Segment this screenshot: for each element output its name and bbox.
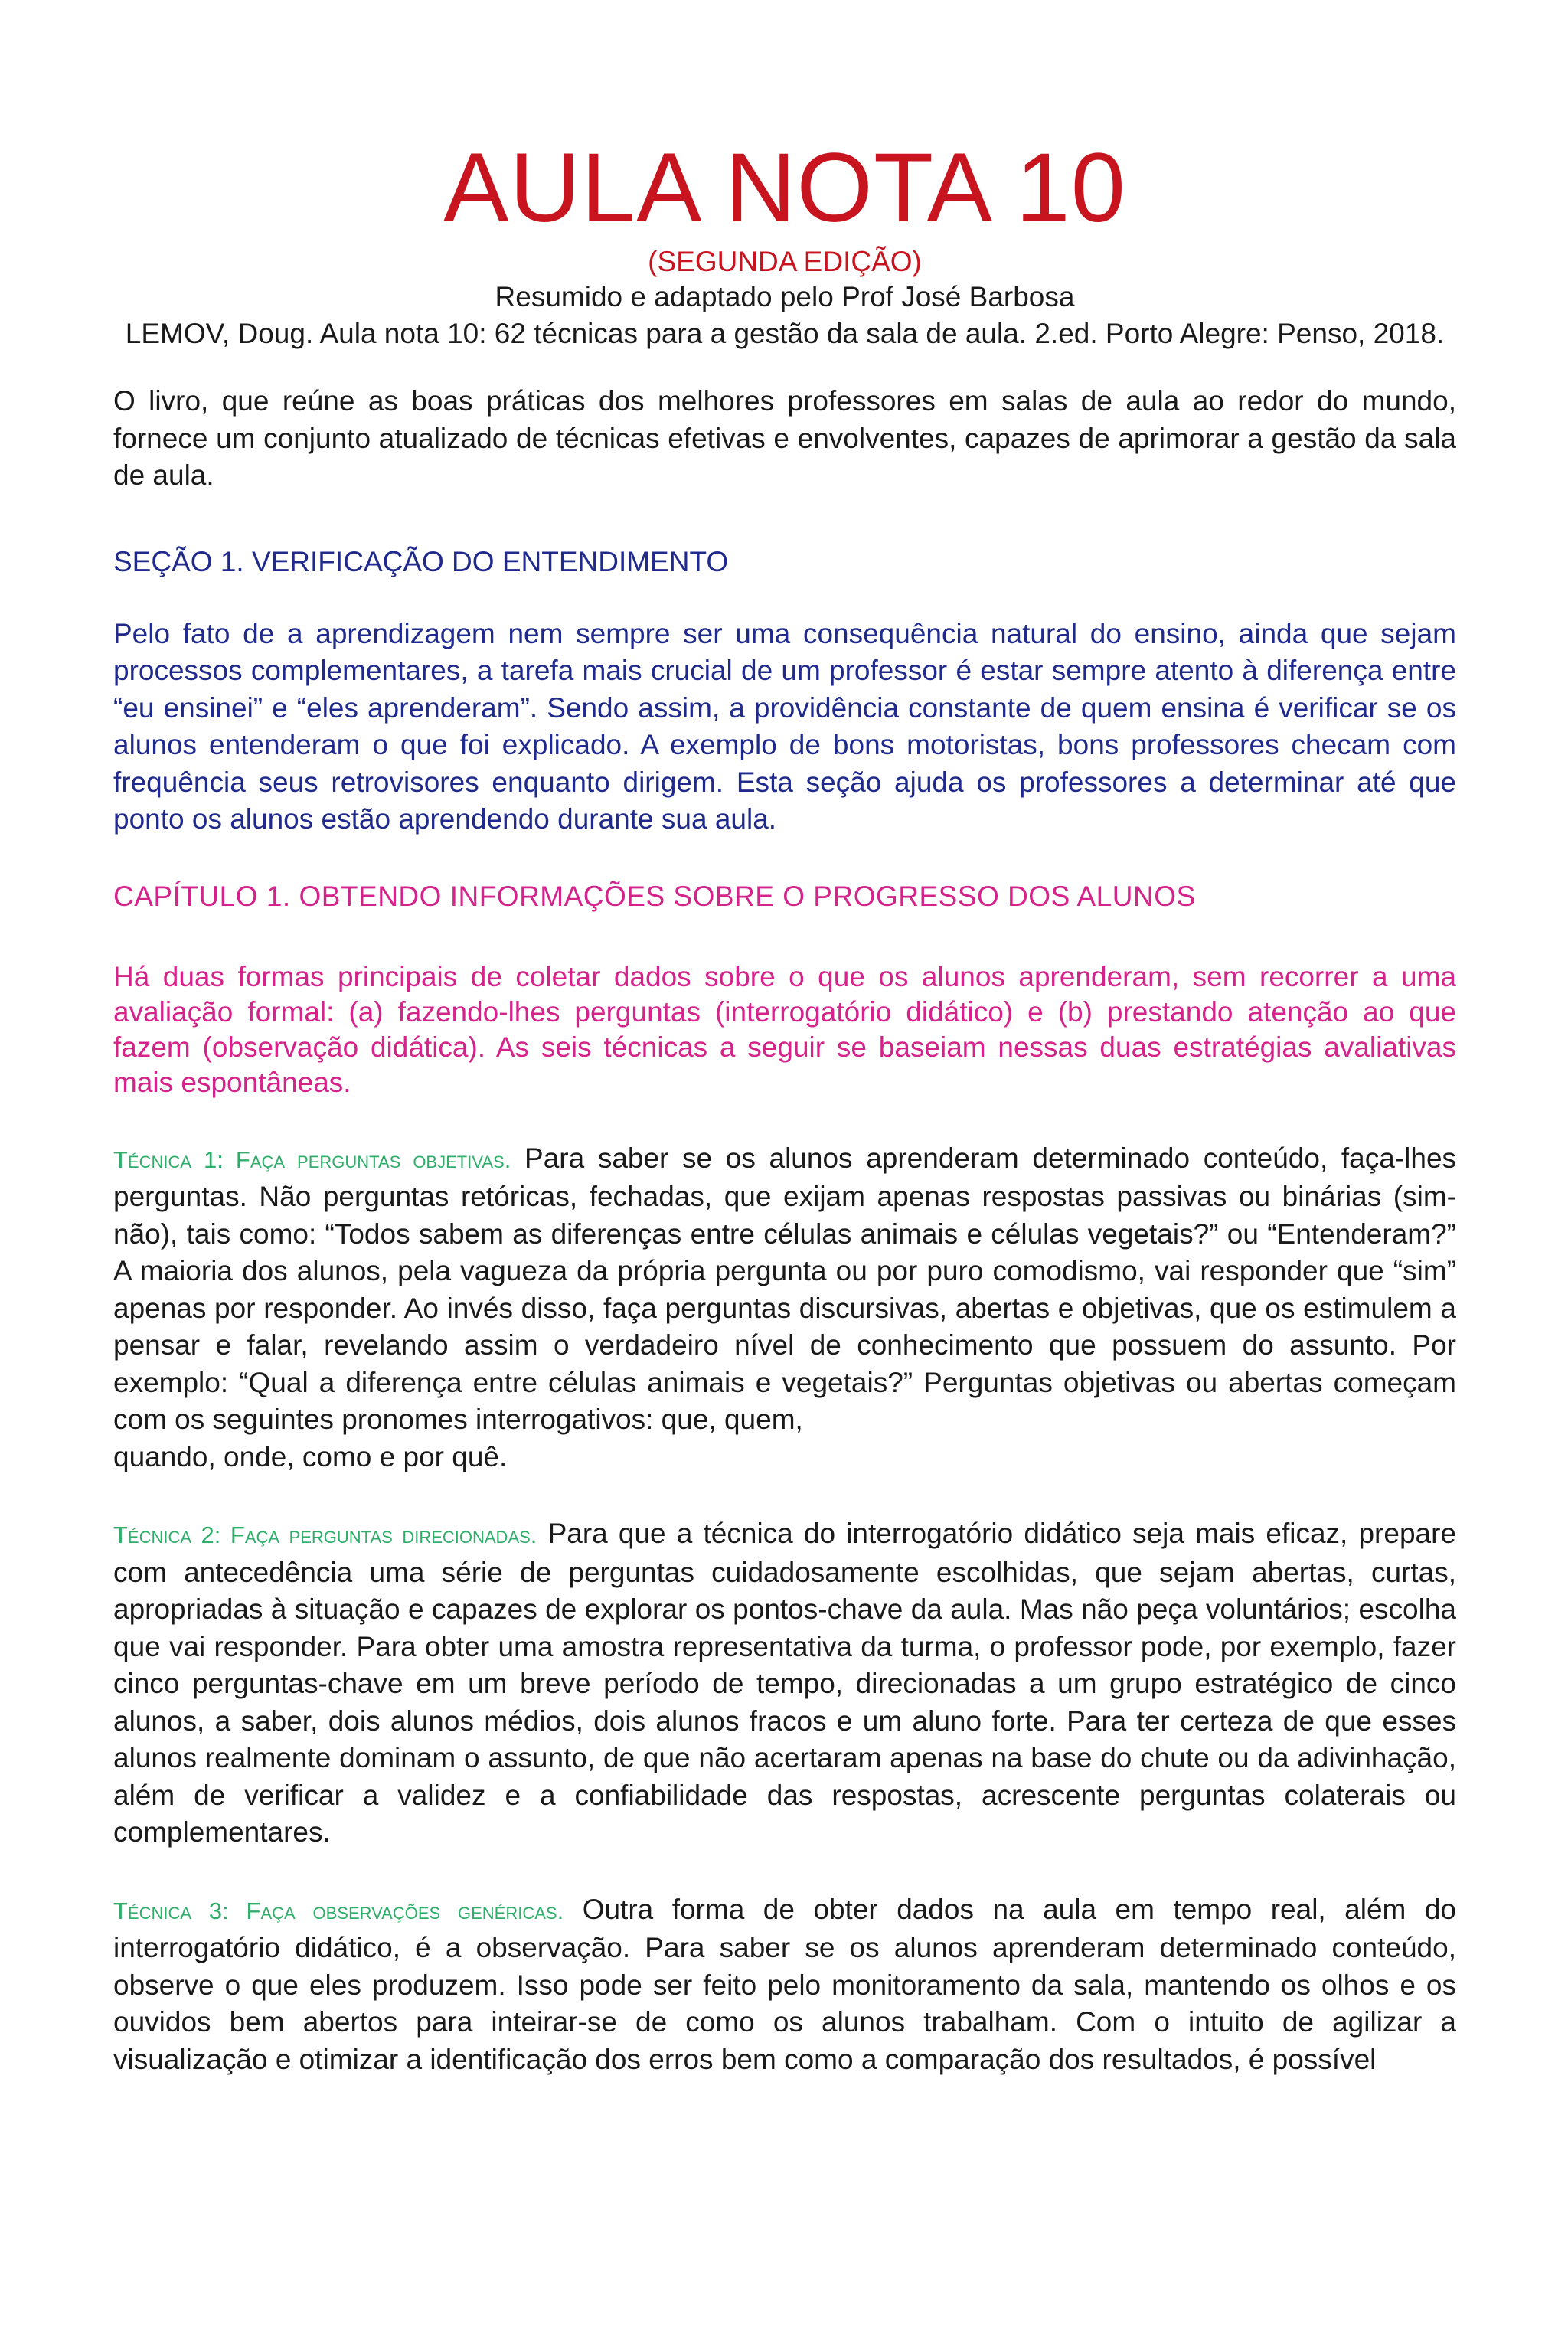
chapter-paragraph: Há duas formas principais de coletar dados sobre o que os alunos aprenderam, sem recorrer a uma avaliação formal: (a) fazendo-lhes perguntas (interrogatório didático) e (b) prestando atenção ao que fazem (observação didática). As seis técnicas a seguir se baseiam nessas duas estratégias avaliativas mais espontâneas. [113, 960, 1456, 1098]
document-page [0, 135, 1568, 2350]
technique-1-label: Técnica 1: Faça perguntas objetivas. [113, 1146, 511, 1173]
technique-3-text: Outra forma de obter dados na aula em tempo real, além do interrogatório didático, é a observação. Para saber se os alunos aprenderam determinado conteúdo, observe o que eles produzem. Isso pode ser feito pelo monitoramento da sala, mantendo os olhos e os ouvidos bem abertos para inteirar-se de como os alunos trabalham. Com o intuito de agilizar a visualização e otimizar a identificação dos erros bem como a comparação dos resultados, é possível [113, 1893, 1456, 2075]
technique-3-paragraph [113, 1891, 1456, 2079]
chapter-heading: CAPÍTULO 1. OBTENDO INFORMAÇÕES SOBRE O PROGRESSO DOS ALUNOS [113, 880, 1196, 912]
technique-1-text: Para saber se os alunos aprenderam determinado conteúdo, faça-lhes perguntas. Não perguntas retóricas, fechadas, que exijam apenas respostas passivas ou binárias (sim-não), tais como: “Todos sabem as diferenças entre células animais e células vegetais?” ou “Entenderam?” A maioria dos alunos, pela vagueza da própria pergunta ou por puro comodismo, vai responder que “sim” apenas por responder. Ao invés disso, faça perguntas discursivas, abertas e objetivas, que os estimulem a pensar e falar, revelando assim o verdadeiro nível de conhecimento que possuem do assunto. Por exemplo: “Qual a diferença entre células animais e vegetais?” Perguntas objetivas ou abertas começam com os seguintes pronomes interrogativos: que, quem, [113, 1142, 1457, 1435]
technique-2-text: Para que a técnica do interrogatório didático seja mais eficaz, prepare com antecedência uma série de perguntas cuidadosamente escolhidas, que sejam abertas, curtas, apropriadas à situação e capazes de explorar os pontos-chave da aula. Mas não peça voluntários; escolha que vai responder. Para obter uma amostra representativa da turma, o professor pode, por exemplo, fazer cinco perguntas-chave em um breve período de tempo, direcionadas a um grupo estratégico de cinco alunos, a saber, dois alunos médios, dois alunos fracos e um aluno forte. Para ter certeza de que esses alunos realmente dominam o assunto, de que não acertaram apenas na base do chute ou da adivinhação, além de verificar a validez e a confiabilidade das respostas, acrescente perguntas colaterais ou complementares. [113, 1518, 1456, 1848]
technique-2-paragraph [113, 1515, 1456, 1852]
edition-label: (SEGUNDA EDIÇÃO) [648, 246, 922, 277]
author-credit: Resumido e adaptado pelo Prof José Barbosa [495, 281, 1075, 312]
technique-2-label: Técnica 2: Faça perguntas direcionadas. [113, 1521, 537, 1548]
document-title: AULA NOTA 10 [443, 133, 1126, 243]
technique-1-last-line: quando, onde, como e por quê. [113, 1440, 508, 1472]
bibliographic-reference: LEMOV, Doug. Aula nota 10: 62 técnicas para a gestão da sala de aula. 2.ed. Porto Alegre: Penso, 2018. [125, 318, 1445, 349]
section-heading: SEÇÃO 1. VERIFICAÇÃO DO ENTENDIMENTO [113, 545, 729, 577]
intro-paragraph: O livro, que reúne as boas práticas dos melhores professores em salas de aula ao redor do mundo, fornece um conjunto atualizado de técnicas efetivas e envolventes, capazes de aprimorar a gestão da sala de aula. [113, 385, 1456, 491]
technique-1-paragraph [113, 1140, 1456, 1439]
technique-3-label: Técnica 3: Faça observações genéricas. [113, 1897, 564, 1924]
section-paragraph: Pelo fato de a aprendizagem nem sempre ser uma consequência natural do ensino, ainda que sejam processos complementares, a tarefa mais crucial de um professor é estar sempre atento à diferença entre “eu ensinei” e “eles aprenderam”. Sendo assim, a providência constante de quem ensina é verificar se os alunos entenderam o que foi explicado. A exemplo de bons motoristas, bons professores checam com frequência seus retrovisores enquanto dirigem. Esta seção ajuda os professores a determinar até que ponto os alunos estão aprendendo durante sua aula. [113, 617, 1456, 835]
